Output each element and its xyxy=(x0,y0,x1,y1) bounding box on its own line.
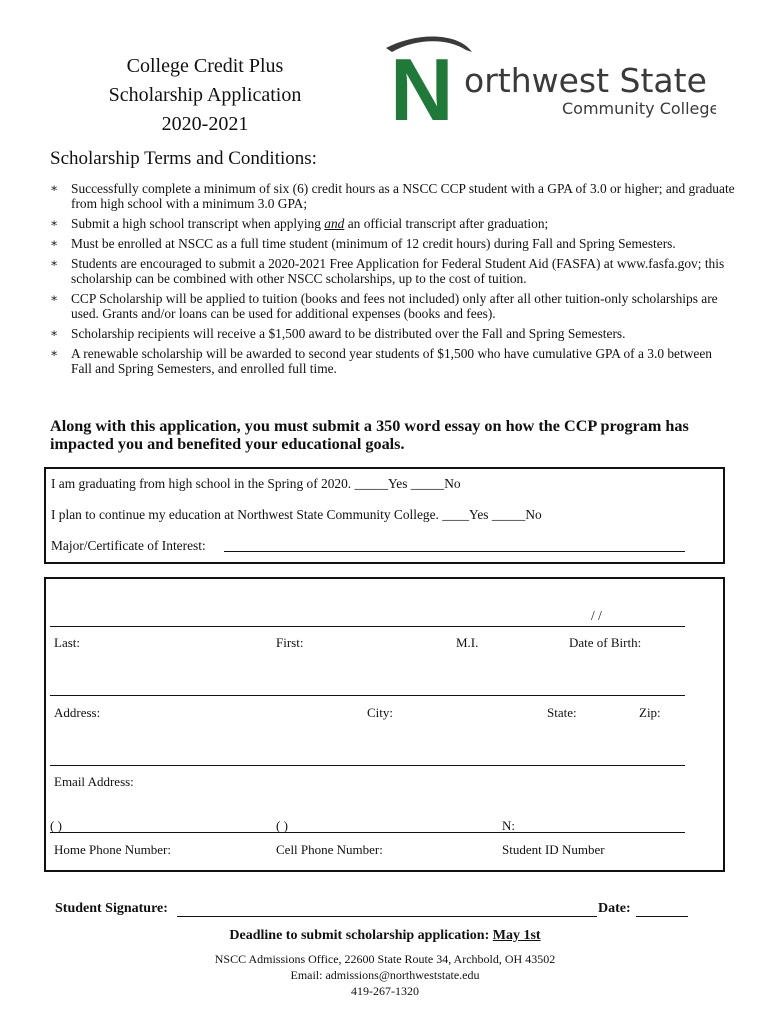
home-phone-label: Home Phone Number: xyxy=(54,842,171,857)
bullet-icon: ∗ xyxy=(50,256,59,270)
footer-phone: 419-267-1320 xyxy=(351,984,419,998)
graduating-question[interactable]: I am graduating from high school in the Spring of 2020. _____Yes _____No xyxy=(51,476,461,491)
terms-heading: Scholarship Terms and Conditions: xyxy=(50,148,317,169)
essay-requirement: Along with this application, you must submit a 350 word essay on how the CCP program has impacted you and benefited your educational goals. xyxy=(50,417,689,453)
form-title-line3: 2020-2021 xyxy=(161,113,249,135)
first-name-label: First: xyxy=(276,635,304,650)
term-item: ∗ Students are encouraged to submit a 2020-2021 Free Application for Federal Student Aid (FASFA) at www.fasfa.gov; this scholarship can be combined with other NSCC scholarships, up to the cost of tuition. xyxy=(50,256,725,286)
email-label: Email Address: xyxy=(54,774,134,789)
logo-name: orthwest State xyxy=(464,61,707,100)
middle-initial-label: M.I. xyxy=(456,635,479,650)
logo-graphic xyxy=(376,34,716,126)
phone-line[interactable] xyxy=(50,832,685,833)
bullet-icon: ∗ xyxy=(50,346,59,360)
cell-phone-label: Cell Phone Number: xyxy=(276,842,383,857)
term-item: ∗ Must be enrolled at NSCC as a full time student (minimum of 12 credit hours) during Fall and Spring Semesters. xyxy=(50,236,676,251)
dob-slashes: / / xyxy=(591,608,602,623)
term-item: ∗ A renewable scholarship will be awarded to second year students of $1,500 who have cumulative GPA of a 3.0 between Fall and Spring Semesters, and enrolled full time. xyxy=(50,346,712,376)
zip-label: Zip: xyxy=(639,705,661,720)
form-title-line1: College Credit Plus xyxy=(126,55,284,77)
bullet-icon: ∗ xyxy=(50,291,59,305)
bullet-icon: ∗ xyxy=(50,326,59,340)
address-line[interactable] xyxy=(50,695,685,696)
logo-subtitle: Community College xyxy=(562,99,716,118)
home-phone-paren: ( ) xyxy=(50,818,62,833)
date-line[interactable] xyxy=(636,916,688,917)
major-field[interactable] xyxy=(224,551,685,552)
term-item: ∗ Submit a high school transcript when applying and an official transcript after graduation; xyxy=(50,216,549,231)
email-line[interactable] xyxy=(50,765,685,766)
signature-label: Student Signature: xyxy=(55,901,168,916)
dob-label: Date of Birth: xyxy=(569,635,642,650)
term-item: ∗ CCP Scholarship will be applied to tuition (books and fees not included) only after all other tuition-only scholarships are used. Grants and/or loans can be used for additional expenses (books and fees). xyxy=(50,291,718,321)
college-logo xyxy=(376,34,716,126)
bullet-icon: ∗ xyxy=(50,181,59,195)
logo-letter: N xyxy=(390,40,454,126)
bullet-icon: ∗ xyxy=(50,236,59,250)
address-label: Address: xyxy=(54,705,101,720)
major-label: Major/Certificate of Interest: xyxy=(51,538,206,553)
date-label: Date: xyxy=(598,901,631,916)
form-title-line2: Scholarship Application xyxy=(108,84,302,106)
student-id-prefix: N: xyxy=(502,818,515,833)
deadline-text: Deadline to submit scholarship application: May 1st xyxy=(229,928,541,943)
student-id-label: Student ID Number xyxy=(502,842,605,857)
city-label: City: xyxy=(367,705,394,720)
footer-address: NSCC Admissions Office, 22600 State Route 34, Archbold, OH 43502 xyxy=(214,952,556,966)
continue-question[interactable]: I plan to continue my education at Northwest State Community College. ____Yes _____No xyxy=(51,507,542,522)
term-item: ∗ Successfully complete a minimum of six (6) credit hours as a NSCC CCP student with a GPA of 3.0 or higher; and graduate from high school with a minimum 3.0 GPA; xyxy=(50,181,735,211)
personal-info-box xyxy=(44,577,725,872)
cell-phone-paren: ( ) xyxy=(276,818,288,833)
deadline-date: May 1st xyxy=(492,928,541,943)
state-label: State: xyxy=(547,705,577,720)
last-name-label: Last: xyxy=(54,635,80,650)
term-item: ∗ Scholarship recipients will receive a $1,500 award to be distributed over the Fall and Spring Semesters. xyxy=(50,326,626,341)
name-line[interactable] xyxy=(50,626,685,627)
terms-list xyxy=(50,181,735,381)
signature-line[interactable] xyxy=(177,916,597,917)
bullet-icon: ∗ xyxy=(50,216,59,230)
footer-email: Email: admissions@northweststate.edu xyxy=(290,968,480,982)
